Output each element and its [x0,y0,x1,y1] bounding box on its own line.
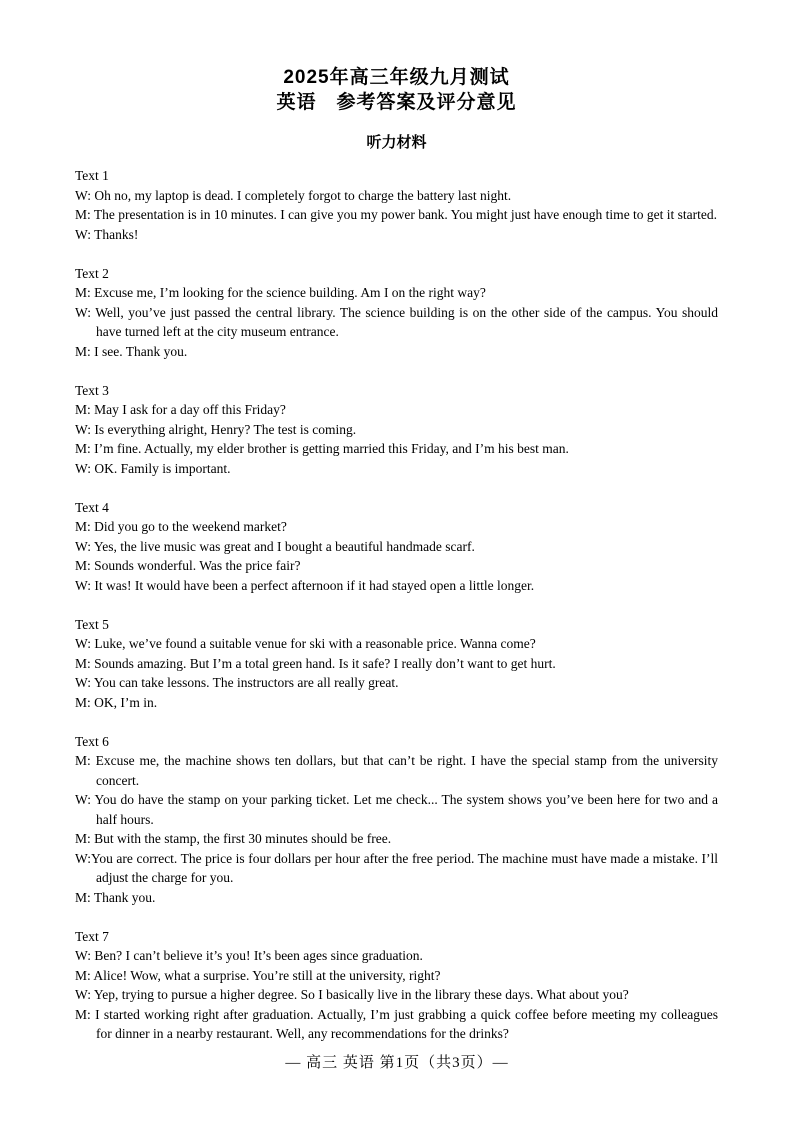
dialogue-line: W: Luke, we’ve found a suitable venue for ski with a reasonable price. Wanna come? [75,636,536,651]
text-block [75,927,718,1044]
dialogue-line: M: But with the stamp, the first 30 minutes should be free. [75,831,392,846]
text-label: Text 7 [75,928,109,944]
dialogue-line: W: Well, you’ve just passed the central library. The science building is on the other side of the campus. You should have turned left at the city museum entrance. [75,304,718,339]
text-label: Text 6 [75,733,109,749]
page-subtitle: 英语 参考答案及评分意见 [276,92,517,113]
text-label: Text 5 [75,616,109,632]
text-block [75,264,718,362]
dialogue-line: W: It was! It would have been a perfect afternoon if it had stayed open a little longer. [75,577,535,593]
dialogue-line: M: OK, I’m in. [75,694,158,710]
dialogue-line: M: Excuse me, the machine shows ten dollars, but that can’t be right. I have the special stamp from the university concert. [75,753,718,788]
dialogue-line: M: Did you go to the weekend market? [75,519,287,534]
dialogue-line: W: Yep, trying to pursue a higher degree. So I basically live in the library these days. What about you? [75,987,629,1002]
dialogue-line: M: The presentation is in 10 minutes. I can give you my power bank. You might just have enough time to get it started. [75,207,718,222]
text-block [75,166,718,244]
dialogue-line: W: You can take lessons. The instructors are all really great. [75,675,399,690]
dialogue-line: M: Thank you. [75,889,156,905]
text-block [75,615,718,713]
text-label: Text 3 [75,382,109,398]
dialogue-line: M: Sounds amazing. But I’m a total green hand. Is it safe? I really don’t want to get hurt. [75,655,556,671]
dialogue-line: M: Sounds wonderful. Was the price fair? [75,558,301,573]
text-label: Text 2 [75,265,109,281]
text-block [75,732,718,908]
text-block [75,498,718,596]
text-label: Text 4 [75,499,109,515]
dialogue-line: M: May I ask for a day off this Friday? [75,402,286,417]
dialogue-line: W: You do have the stamp on your parking ticket. Let me check... The system shows you’ve been here for two and a half hours. [75,792,718,827]
page-footer: — 高三 英语 第1页（共3页）— [285,1055,509,1071]
dialogue-line: W: Ben? I can’t believe it’s you! It’s been ages since graduation. [75,948,423,963]
listening-texts [75,166,718,1044]
text-block [75,381,718,479]
dialogue-line: M: Excuse me, I’m looking for the science building. Am I on the right way? [75,285,486,300]
page-title: 2025年高三年级九月测试 [283,67,510,88]
dialogue-line: W: Thanks! [75,226,139,242]
text-label: Text 1 [75,168,109,183]
dialogue-line: W:You are correct. The price is four dollars per hour after the free period. The machine must have made a mistake. I’ll adjust the charge for you. [75,850,718,885]
dialogue-line: M: I started working right after graduation. Actually, I’m just grabbing a quick coffee before meeting my colleagues for dinner in a nearby restaurant. Well, any recommendations for the drinks? [75,1006,718,1041]
dialogue-line: M: I see. Thank you. [75,343,188,359]
dialogue-line: W: Yes, the live music was great and I bought a beautiful handmade scarf. [75,538,475,554]
dialogue-line: W: Oh no, my laptop is dead. I completely forgot to charge the battery last night. [75,187,512,203]
section-heading: 听力材料 [366,134,427,151]
dialogue-line: M: I’m fine. Actually, my elder brother is getting married this Friday, and I’m his best man. [75,441,569,456]
dialogue-line: W: Is everything alright, Henry? The test is coming. [75,421,357,437]
dialogue-line: W: OK. Family is important. [75,460,231,476]
dialogue-line: M: Alice! Wow, what a surprise. You’re still at the university, right? [75,967,441,983]
